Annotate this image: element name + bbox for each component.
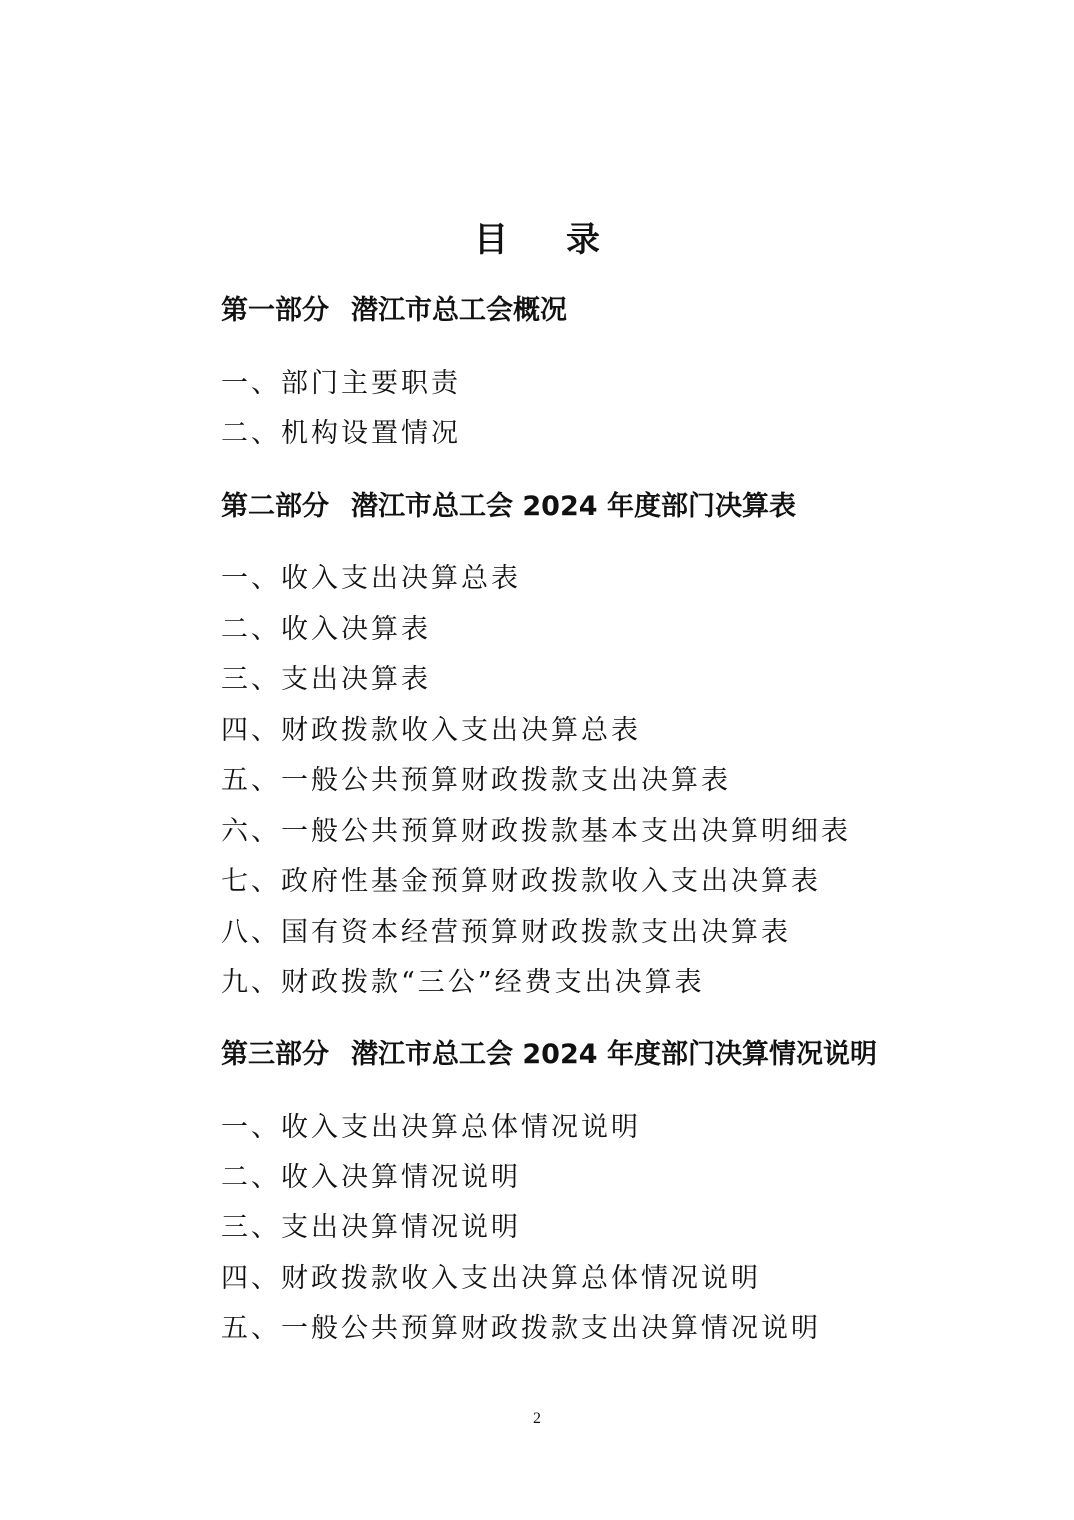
toc-item: 七、政府性基金预算财政拨款收入支出决算表 — [221, 866, 821, 897]
toc-item: 三、支出决算表 — [221, 664, 431, 695]
toc-item: 八、国有资本经营预算财政拨款支出决算表 — [221, 917, 791, 948]
toc-item: 一、收入支出决算总表 — [221, 563, 521, 594]
toc-item: 四、财政拨款收入支出决算总表 — [221, 715, 641, 746]
toc-item: 二、收入决算情况说明 — [221, 1162, 521, 1193]
toc-item: 五、一般公共预算财政拨款支出决算情况说明 — [221, 1313, 821, 1344]
toc-item: 三、支出决算情况说明 — [221, 1212, 521, 1243]
toc-item: 四、财政拨款收入支出决算总体情况说明 — [221, 1263, 761, 1294]
title-char-1: 目 — [474, 220, 508, 260]
toc-item: 一、部门主要职责 — [221, 368, 461, 399]
section-heading-part-3 — [221, 1038, 877, 1072]
section-part-label: 第二部分 — [221, 491, 329, 522]
toc-item: 二、机构设置情况 — [221, 418, 461, 449]
page-title — [0, 212, 1074, 261]
toc-item: 六、一般公共预算财政拨款基本支出决算明细表 — [221, 816, 851, 847]
title-char-2: 录 — [566, 220, 600, 260]
toc-item: 二、收入决算表 — [221, 614, 431, 645]
section-title: 潜江市总工会 2024 年度部门决算表 — [351, 491, 796, 522]
section-part-label: 第一部分 — [221, 295, 329, 326]
section-title: 潜江市总工会概况 — [351, 295, 567, 326]
toc-item: 五、一般公共预算财政拨款支出决算表 — [221, 765, 731, 796]
toc-item: 一、收入支出决算总体情况说明 — [221, 1112, 641, 1143]
section-part-label: 第三部分 — [221, 1039, 329, 1070]
section-heading-part-2 — [221, 490, 796, 524]
toc-item: 九、财政拨款“三公”经费支出决算表 — [221, 967, 705, 998]
section-title: 潜江市总工会 2024 年度部门决算情况说明 — [351, 1039, 877, 1070]
section-heading-part-1 — [221, 294, 567, 328]
page-number: 2 — [533, 1410, 541, 1427]
